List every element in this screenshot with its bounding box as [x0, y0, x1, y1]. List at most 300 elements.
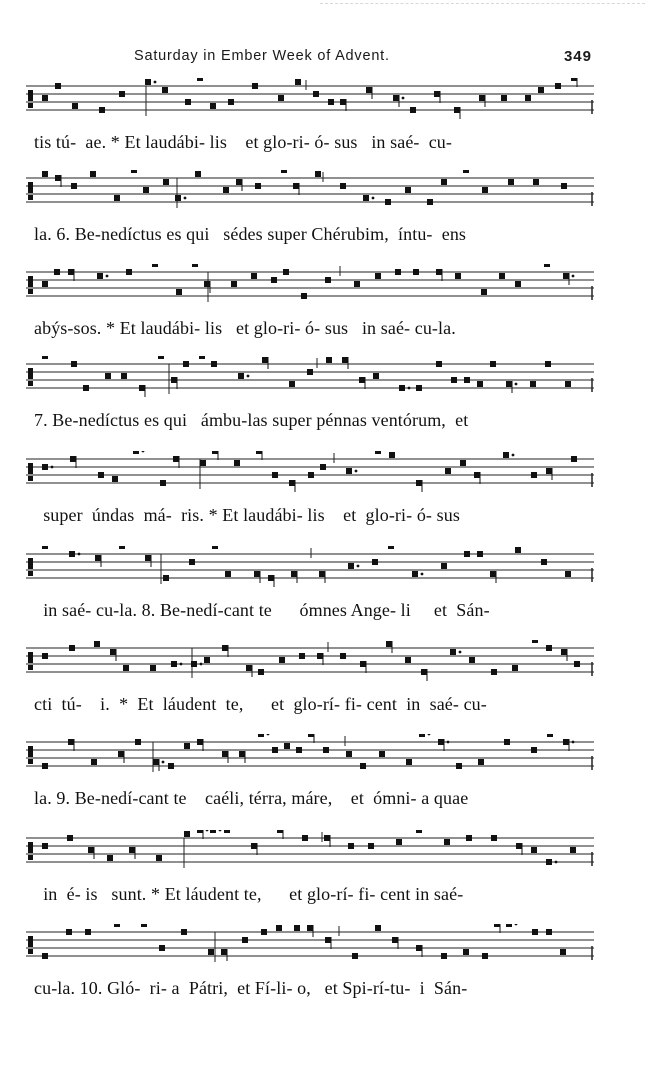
- neume-note: [466, 835, 472, 841]
- neume-note: [313, 91, 319, 97]
- neume-dot: [180, 663, 183, 666]
- neume-note: [427, 199, 433, 205]
- neume-note: [184, 831, 190, 837]
- chant-system-3: [26, 264, 594, 354]
- neume-note: [360, 763, 366, 769]
- neume-note: [69, 645, 75, 651]
- page-top-rule: [320, 3, 645, 4]
- neume-note: [379, 751, 385, 757]
- neume-dot: [408, 387, 411, 390]
- neume-note: [252, 83, 258, 89]
- neume-note: [276, 925, 282, 931]
- neume-note: [474, 472, 480, 478]
- neume-note: [531, 472, 537, 478]
- neume-note: [145, 555, 151, 561]
- neume-note: [156, 855, 162, 861]
- neume-note: [141, 924, 147, 927]
- neume-note: [212, 451, 218, 454]
- neume-note: [118, 751, 124, 757]
- neume-note: [565, 381, 571, 387]
- neume-note: [441, 563, 447, 569]
- neume-note: [506, 924, 512, 927]
- neume-note: [185, 99, 191, 105]
- neume-note: [258, 734, 264, 737]
- chant-system-1: [26, 78, 594, 168]
- neume-note: [90, 171, 96, 177]
- neume-note: [503, 452, 509, 458]
- neume-note: [563, 273, 569, 279]
- neume-note: [173, 456, 179, 462]
- neume-note: [396, 839, 402, 845]
- clef-mark: [28, 90, 33, 101]
- neume-note: [490, 571, 496, 577]
- neume-note: [299, 653, 305, 659]
- neume-note: [99, 107, 105, 113]
- neume-note: [160, 480, 166, 486]
- neume-note: [162, 87, 168, 93]
- neume-note: [393, 95, 399, 101]
- neume-note: [107, 855, 113, 861]
- neume-note: [69, 551, 75, 557]
- neume-dot: [512, 454, 515, 457]
- neume-note: [222, 751, 228, 757]
- neume-note: [320, 464, 326, 470]
- neume-note: [544, 264, 550, 267]
- chant-system-10: [26, 924, 594, 1014]
- neume-note: [499, 273, 505, 279]
- neume-note: [451, 377, 457, 383]
- neume-note: [296, 747, 302, 753]
- neume-note: [385, 199, 391, 205]
- neume-note: [197, 739, 203, 745]
- neume-note: [97, 273, 103, 279]
- lyrics-line: in saé- cu-la. 8. Be-nedí-cant te ómnes Ange- li et Sán-: [34, 600, 490, 620]
- neume-note: [574, 661, 580, 667]
- neume-note: [210, 103, 216, 109]
- neume-note: [482, 187, 488, 193]
- clef-mark: [28, 276, 33, 287]
- neume-dot: [555, 861, 558, 864]
- neume-dot: [247, 375, 250, 378]
- neume-note: [192, 264, 198, 267]
- page-header: [26, 48, 592, 70]
- neume-note: [98, 472, 104, 478]
- neume-note: [42, 843, 48, 849]
- neume-note: [133, 451, 139, 454]
- neume-note: [512, 665, 518, 671]
- clef-mark: [28, 571, 33, 576]
- neume-note: [289, 381, 295, 387]
- neume-note: [261, 929, 267, 935]
- chant-staff: [26, 546, 594, 598]
- neume-note: [455, 273, 461, 279]
- neume-note: [126, 269, 132, 275]
- neume-note: [436, 269, 442, 275]
- chant-system-9: [26, 830, 594, 920]
- clef-mark: [28, 182, 33, 193]
- neume-note: [239, 751, 245, 757]
- neume-note: [251, 843, 257, 849]
- neume-note: [531, 747, 537, 753]
- neume-note: [251, 273, 257, 279]
- neume-note: [477, 381, 483, 387]
- neume-note: [208, 949, 214, 955]
- neume-note: [441, 953, 447, 959]
- neume-note: [289, 480, 295, 486]
- neume-note: [83, 385, 89, 391]
- neume-note: [325, 277, 331, 283]
- chant-staff: [26, 264, 594, 316]
- neume-note: [479, 95, 485, 101]
- neume-note: [438, 739, 444, 745]
- neume-note: [277, 830, 283, 833]
- neume-note: [119, 91, 125, 97]
- neume-note: [163, 575, 169, 581]
- neume-note: [268, 575, 274, 581]
- neume-note: [571, 78, 577, 81]
- clef-mark: [28, 368, 33, 379]
- neume-note: [212, 546, 218, 549]
- neume-note: [340, 99, 346, 105]
- lyrics-line: abýs-sos. * Et laudábi- lis et glo-ri- ó- sus in saé- cu-la.: [34, 318, 456, 338]
- neume-note: [42, 171, 48, 177]
- neume-note: [563, 739, 569, 745]
- neume-note: [272, 472, 278, 478]
- neume-note: [200, 460, 206, 466]
- neume-note: [515, 547, 521, 553]
- neume-note: [436, 361, 442, 367]
- neume-note: [55, 175, 61, 181]
- neume-note: [159, 945, 165, 951]
- neume-note: [546, 929, 552, 935]
- neume-note: [491, 835, 497, 841]
- neume-note: [504, 739, 510, 745]
- neume-note: [131, 170, 137, 173]
- neume-note: [456, 763, 462, 769]
- chant-system-5: [26, 451, 594, 541]
- neume-note: [410, 107, 416, 113]
- neume-note: [294, 925, 300, 931]
- neume-note: [501, 95, 507, 101]
- neume-note: [71, 361, 77, 367]
- neume-note: [204, 281, 210, 287]
- page-number: 349: [563, 48, 592, 65]
- clef-mark: [28, 103, 33, 108]
- clef-mark: [28, 842, 33, 853]
- neume-note: [231, 281, 237, 287]
- neume-note: [388, 546, 394, 549]
- neume-note: [222, 645, 228, 651]
- neume-note: [421, 669, 427, 675]
- neume-dot: [572, 741, 575, 744]
- neume-note: [258, 669, 264, 675]
- neume-note: [460, 460, 466, 466]
- neume-note: [163, 179, 169, 185]
- neume-dot: [447, 741, 450, 744]
- neume-note: [301, 293, 307, 299]
- clef-mark: [28, 289, 33, 294]
- neume-note: [375, 451, 381, 454]
- neume-note: [340, 653, 346, 659]
- neume-note: [210, 830, 216, 833]
- chant-system-2: [26, 170, 594, 260]
- neume-note: [171, 377, 177, 383]
- neume-note: [135, 739, 141, 745]
- neume-dot: [421, 573, 424, 576]
- neume-note: [189, 559, 195, 565]
- neume-note: [317, 653, 323, 659]
- neume-note: [143, 187, 149, 193]
- neume-note: [195, 171, 201, 177]
- neume-note: [302, 835, 308, 841]
- clef-mark: [28, 665, 33, 670]
- neume-note: [348, 563, 354, 569]
- neume-note: [234, 460, 240, 466]
- neume-note: [354, 281, 360, 287]
- neume-note: [516, 843, 522, 849]
- neume-note: [272, 747, 278, 753]
- clef-mark: [28, 936, 33, 947]
- neume-note: [359, 377, 365, 383]
- neume-dot: [515, 383, 518, 386]
- neume-dot: [184, 197, 187, 200]
- neume-note: [444, 839, 450, 845]
- neume-note: [42, 356, 48, 359]
- neume-note: [342, 357, 348, 363]
- neume-note: [279, 657, 285, 663]
- neume-note: [291, 571, 297, 577]
- neume-note: [284, 743, 290, 749]
- neume-dot: [515, 924, 518, 925]
- neume-note: [328, 99, 334, 105]
- neume-note: [530, 381, 536, 387]
- neume-note: [150, 665, 156, 671]
- neume-note: [464, 551, 470, 557]
- neume-note: [183, 361, 189, 367]
- lyrics-line: la. 9. Be-nedí-cant te caéli, térra, máre, et ómni- a quae: [34, 788, 469, 808]
- neume-note: [175, 195, 181, 201]
- neume-note: [533, 179, 539, 185]
- neume-note: [71, 183, 77, 189]
- neume-dot: [372, 197, 375, 200]
- neume-note: [508, 179, 514, 185]
- neume-dot: [572, 275, 575, 278]
- neume-note: [363, 195, 369, 201]
- neume-dot: [402, 97, 405, 100]
- clef-mark: [28, 463, 33, 474]
- neume-note: [348, 843, 354, 849]
- neume-note: [42, 464, 48, 470]
- neume-note: [464, 377, 470, 383]
- chant-staff: [26, 830, 594, 882]
- neume-note: [123, 665, 129, 671]
- clef-mark: [28, 746, 33, 757]
- neume-dot: [51, 466, 54, 469]
- clef-mark: [28, 381, 33, 386]
- chant-staff: [26, 356, 594, 408]
- neume-note: [307, 925, 313, 931]
- neume-note: [570, 847, 576, 853]
- neume-note: [491, 669, 497, 675]
- neume-note: [389, 452, 395, 458]
- neume-note: [392, 937, 398, 943]
- neume-note: [561, 649, 567, 655]
- clef-mark: [28, 949, 33, 954]
- neume-note: [119, 546, 125, 549]
- neume-note: [158, 356, 164, 359]
- neume-note: [561, 183, 567, 189]
- neume-note: [340, 183, 346, 189]
- neume-note: [199, 356, 205, 359]
- neume-note: [85, 929, 91, 935]
- neume-note: [308, 472, 314, 478]
- neume-note: [399, 385, 405, 391]
- neume-note: [375, 273, 381, 279]
- neume-note: [352, 953, 358, 959]
- neume-dot: [162, 761, 165, 764]
- neume-note: [386, 641, 392, 647]
- neume-note: [221, 949, 227, 955]
- neume-note: [477, 551, 483, 557]
- neume-note: [246, 665, 252, 671]
- neume-dot: [106, 275, 109, 278]
- neume-dot: [459, 651, 462, 654]
- neume-note: [255, 183, 261, 189]
- neume-note: [405, 187, 411, 193]
- neume-note: [416, 830, 422, 833]
- running-title: Saturday in Ember Week of Advent.: [134, 48, 390, 64]
- neume-note: [571, 456, 577, 462]
- neume-note: [368, 843, 374, 849]
- neume-note: [95, 555, 101, 561]
- chant-system-7: [26, 640, 594, 730]
- neume-note: [506, 381, 512, 387]
- clef-mark: [28, 195, 33, 200]
- neume-note: [307, 369, 313, 375]
- neume-note: [441, 179, 447, 185]
- neume-note: [463, 949, 469, 955]
- neume-note: [168, 763, 174, 769]
- neume-note: [469, 657, 475, 663]
- chant-system-8: [26, 734, 594, 824]
- neume-note: [238, 373, 244, 379]
- neume-note: [278, 95, 284, 101]
- neume-note: [413, 269, 419, 275]
- neume-note: [114, 924, 120, 927]
- neume-note: [406, 759, 412, 765]
- neume-note: [184, 743, 190, 749]
- neume-note: [454, 107, 460, 113]
- neume-note: [242, 937, 248, 943]
- neume-note: [416, 480, 422, 486]
- neume-note: [54, 269, 60, 275]
- neume-note: [532, 640, 538, 643]
- neume-note: [546, 468, 552, 474]
- neume-dot: [142, 451, 145, 452]
- neume-dot: [78, 553, 81, 556]
- neume-note: [121, 373, 127, 379]
- chant-system-4: [26, 356, 594, 446]
- chant-staff: [26, 734, 594, 786]
- neume-note: [91, 759, 97, 765]
- neume-note: [434, 91, 440, 97]
- neume-note: [70, 456, 76, 462]
- neume-note: [445, 468, 451, 474]
- neume-note: [223, 187, 229, 193]
- neume-note: [416, 385, 422, 391]
- neume-note: [68, 739, 74, 745]
- neume-note: [236, 179, 242, 185]
- neume-dot: [154, 81, 157, 84]
- neume-note: [416, 945, 422, 951]
- neume-dot: [355, 470, 358, 473]
- neume-note: [42, 653, 48, 659]
- neume-dot: [206, 830, 209, 831]
- neume-note: [546, 859, 552, 865]
- neume-note: [42, 546, 48, 549]
- neume-note: [281, 170, 287, 173]
- neume-note: [450, 649, 456, 655]
- neume-note: [197, 830, 203, 833]
- neume-note: [72, 103, 78, 109]
- neume-note: [191, 661, 197, 667]
- neume-note: [228, 99, 234, 105]
- neume-note: [293, 183, 299, 189]
- neume-note: [346, 468, 352, 474]
- neume-note: [323, 747, 329, 753]
- neume-note: [545, 361, 551, 367]
- neume-note: [463, 170, 469, 173]
- neume-note: [308, 734, 314, 737]
- neume-note: [326, 357, 332, 363]
- clef-mark: [28, 652, 33, 663]
- neume-note: [55, 83, 61, 89]
- neume-note: [110, 649, 116, 655]
- neume-note: [525, 95, 531, 101]
- neume-note: [211, 361, 217, 367]
- chant-staff: [26, 78, 594, 130]
- neume-note: [515, 281, 521, 287]
- neume-note: [366, 87, 372, 93]
- neume-dot: [428, 734, 431, 735]
- neume-note: [88, 847, 94, 853]
- neume-note: [94, 641, 100, 647]
- neume-note: [360, 661, 366, 667]
- neume-note: [42, 95, 48, 101]
- neume-note: [532, 929, 538, 935]
- neume-note: [204, 657, 210, 663]
- neume-note: [139, 385, 145, 391]
- neume-note: [295, 79, 301, 85]
- chant-staff: [26, 170, 594, 222]
- lyrics-line: 7. Be-nedíctus es qui ámbu-las super pénnas ventórum, et: [34, 410, 469, 430]
- neume-dot: [357, 565, 360, 568]
- lyrics-line: cu-la. 10. Gló- ri- a Pátri, et Fí-li- o, et Spi-rí-tu- i Sán-: [34, 978, 468, 998]
- neume-note: [66, 929, 72, 935]
- neume-note: [325, 937, 331, 943]
- neume-note: [494, 924, 500, 927]
- neume-note: [42, 763, 48, 769]
- neume-note: [395, 269, 401, 275]
- neume-note: [373, 373, 379, 379]
- neume-note: [319, 571, 325, 577]
- neume-note: [68, 269, 74, 275]
- neume-dot: [200, 663, 203, 666]
- neume-dot: [219, 830, 222, 831]
- clef-mark: [28, 476, 33, 481]
- neume-note: [283, 269, 289, 275]
- neume-note: [152, 264, 158, 267]
